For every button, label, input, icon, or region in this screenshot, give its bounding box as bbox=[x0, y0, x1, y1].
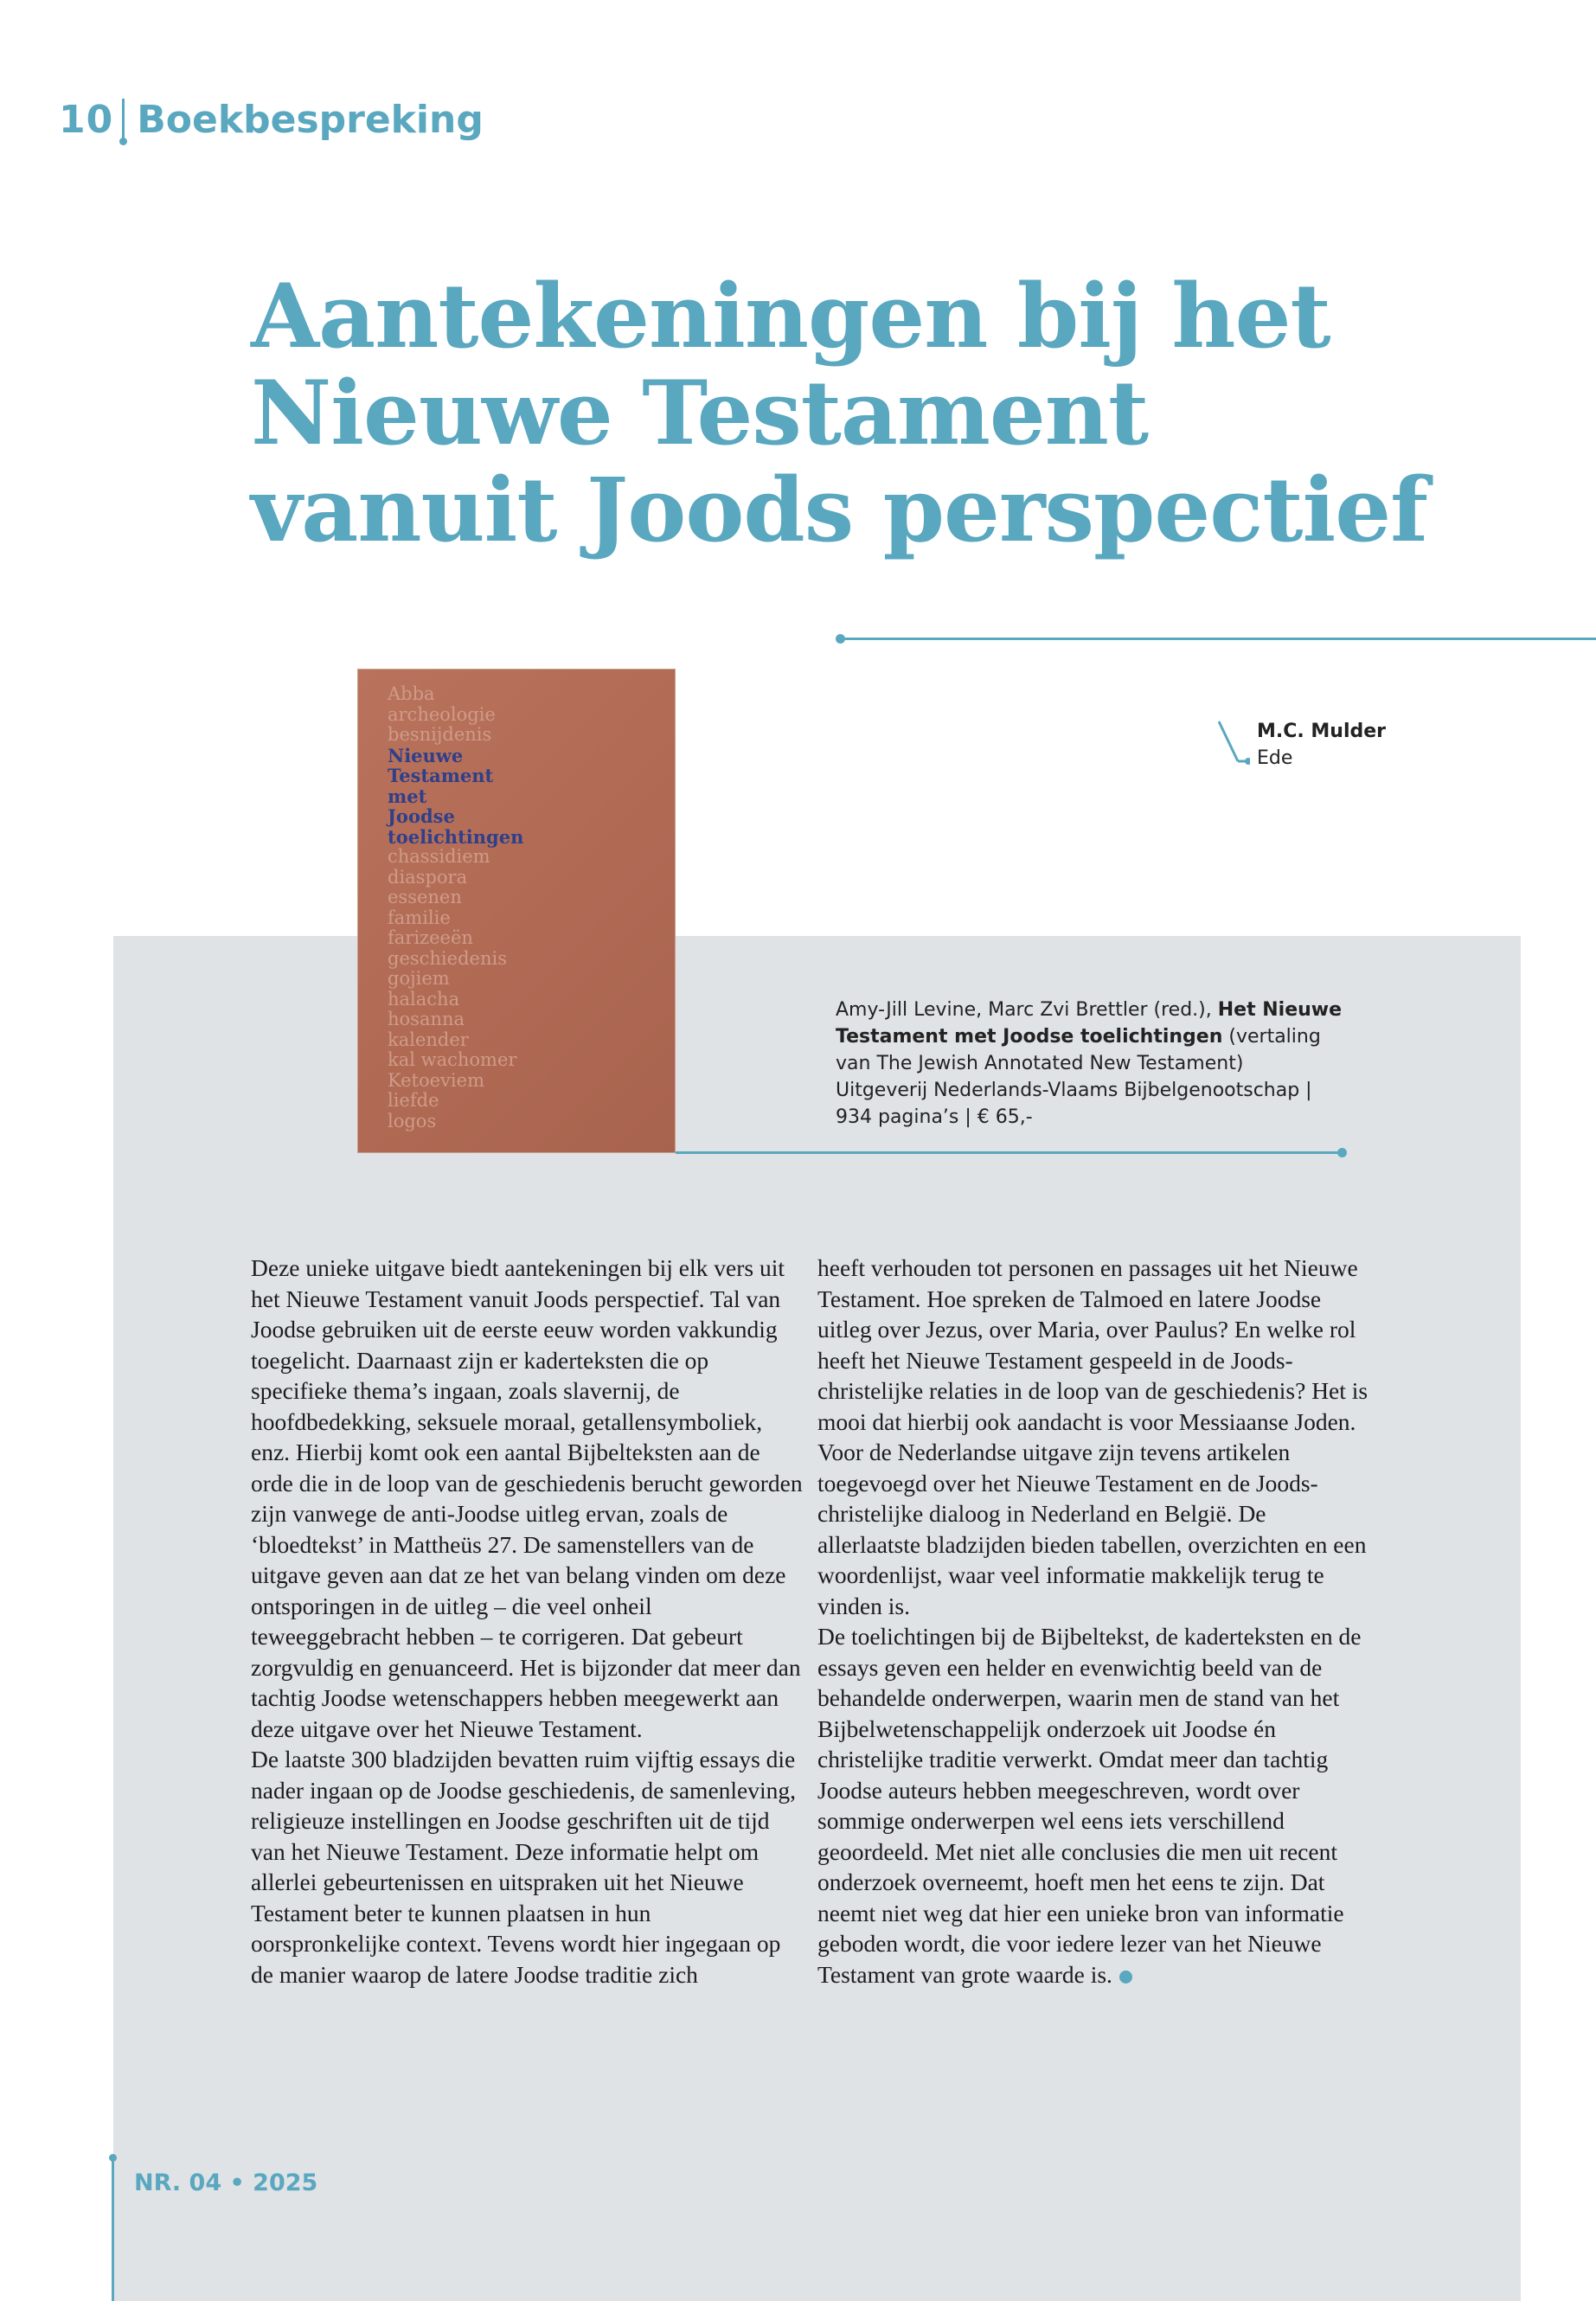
paragraph: De laatste 300 bladzijden bevatten ruim vijftig essays die nader ingaan op de Joodse geschiedenis, de samenleving, religieuze instellingen en Joodse geschriften uit de tijd van het Nieuwe Testament. Deze informatie helpt om allerlei gebeurtenissen en uitspraken uit het Nieuwe Testament beter te kunnen plaatsen in hun oorspronkelijke context. Tevens wordt hier ingegaan op de manier waarop de latere Joodse traditie zich bbox=[251, 1746, 797, 1988]
author-pointer-icon bbox=[1215, 718, 1250, 770]
paragraph: Voor de Nederlandse uitgave zijn tevens artikelen toegevoegd over het Nieuwe Testament en de Joods-christelijke dialoog in Nederland en België. De allerlaatste bladzijden bieden tabellen, overzichten en een woordenlijst, waar veel informatie makkelijk terug te vinden is. bbox=[817, 1439, 1367, 1619]
book-cover-word: kal wachomer bbox=[388, 1049, 517, 1070]
book-cover-word: Joodse bbox=[388, 805, 455, 827]
book-authors: Amy-Jill Levine, Marc Zvi Brettler (red.), bbox=[836, 999, 1212, 1021]
book-cover-word: farizeeën bbox=[388, 927, 473, 948]
paragraph: Deze unieke uitgave biedt aantekeningen bij elk vers uit het Nieuwe Testament vanuit Joods perspectief. Tal van Joodse gebruiken uit de eerste eeuw worden vakkundig toegelicht. Daarnaast zijn er kaderteksten die op specifieke thema’s ingaan, zoals slavernij, de hoofdbedekking, seksuele moraal, getallensymboliek, enz. Hierbij komt ook een aantal Bijbelteksten aan de orde die in de loop van de geschiedenis berucht geworden zijn vanwege de anti-Joodse uitleg ervan, zoals de ‘bloedtekst’ in Mattheüs 27. De samenstellers van de uitgave geven aan dat ze het van belang vinden om deze ontsporingen in de uitleg – die veel onheil teweeggebracht hebben – te corrigeren. Dat gebeurt zorgvuldig en genuanceerd. Het is bijzonder dat meer dan tachtig Joodse wetenschappers hebben meegewerkt aan deze uitgave over het Nieuwe Testament. bbox=[251, 1254, 803, 1742]
author-name: M.C. Mulder bbox=[1257, 721, 1387, 742]
book-title: Het Nieuwe Testament met Joodse toelichtingen bbox=[836, 999, 1343, 1048]
page-number: 10 bbox=[59, 97, 114, 142]
book-cover-word: essenen bbox=[388, 887, 462, 907]
book-cover-word: besnijdenis bbox=[388, 724, 492, 745]
book-cover-word: familie bbox=[388, 907, 451, 928]
page-header bbox=[59, 93, 484, 145]
book-details: 934 pagina’s | € 65,- bbox=[836, 1106, 1033, 1128]
end-mark-icon bbox=[1119, 1971, 1132, 1984]
author-block bbox=[1257, 718, 1386, 772]
paragraph-last bbox=[817, 1621, 1371, 1990]
book-cover-word: toelichtingen bbox=[388, 825, 524, 848]
paragraph: De toelichtingen bij de Bijbeltekst, de kaderteksten en de essays geven een helder en evenwichtig beeld van de behandelde onderwerpen, waarin men de stand van het Bijbelwetenschappelijk onderzoek uit Joodse én christelijke traditie verwerkt. Omdat meer dan tachtig Joodse auteurs hebben meegeschreven, wordt over sommige onderwerpen wel eens iets verschillend geoordeeld. Met niet alle conclusies die men uit recent onderzoek overneemt, hoeft men het eens te zijn. Dat neemt niet weg dat hier een unieke bron van informatie geboden wordt, die voor iedere lezer van het Nieuwe Testament van grote waarde is. bbox=[817, 1623, 1362, 1988]
top-rule bbox=[839, 638, 1596, 640]
book-cover-word: geschiedenis bbox=[388, 947, 507, 969]
book-cover-word: halacha bbox=[388, 988, 460, 1009]
book-cover-word: chassidiem bbox=[388, 846, 490, 867]
book-cover-word: Ketoeviem bbox=[388, 1069, 484, 1091]
footer-rule bbox=[112, 2158, 114, 2301]
book-cover-word: gojiem bbox=[388, 968, 450, 989]
issue-number: NR. 04 • 2025 bbox=[134, 2170, 318, 2196]
book-cover-word: met bbox=[388, 785, 427, 807]
book-cover-image bbox=[357, 669, 676, 1153]
book-cover-word: kalender bbox=[388, 1029, 469, 1050]
body-column-right bbox=[817, 1253, 1371, 1990]
article-title: Aantekeningen bij het Nieuwe Testament vanuit Joods perspectief bbox=[251, 265, 1427, 562]
author-location: Ede bbox=[1257, 747, 1293, 769]
book-translation-note: (vertaling van The Jewish Annotated New Testament) bbox=[836, 1026, 1321, 1074]
book-cover-word: logos bbox=[388, 1110, 437, 1131]
book-cover-word: Abba bbox=[388, 683, 435, 704]
book-cover-word-list bbox=[388, 684, 523, 1131]
paragraph: heeft verhouden tot personen en passages uit het Nieuwe Testament. Hoe spreken de Talmoed en latere Joodse uitleg over Jezus, over Maria, over Paulus? En welke rol heeft het Nieuwe Testament gespeeld in de Joods-christelijke relaties in de loop van de geschiedenis? Het is mooi dat hierbij ook aandacht is voor Messiaanse Joden. bbox=[817, 1254, 1368, 1435]
book-info bbox=[836, 997, 1355, 1131]
section-name: Boekbespreking bbox=[137, 97, 484, 142]
header-divider bbox=[122, 99, 125, 140]
book-cover-word: liefde bbox=[388, 1090, 439, 1111]
book-rule bbox=[676, 1151, 1343, 1154]
book-cover-word: Testament bbox=[388, 765, 494, 786]
book-cover-word: archeologie bbox=[388, 703, 496, 725]
book-cover-word: diaspora bbox=[388, 866, 468, 888]
book-cover-word: Nieuwe bbox=[388, 744, 464, 766]
book-cover-word: hosanna bbox=[388, 1009, 465, 1029]
body-column-left bbox=[251, 1253, 804, 1990]
book-publisher: Uitgeverij Nederlands-Vlaams Bijbelgenootschap | bbox=[836, 1080, 1312, 1101]
